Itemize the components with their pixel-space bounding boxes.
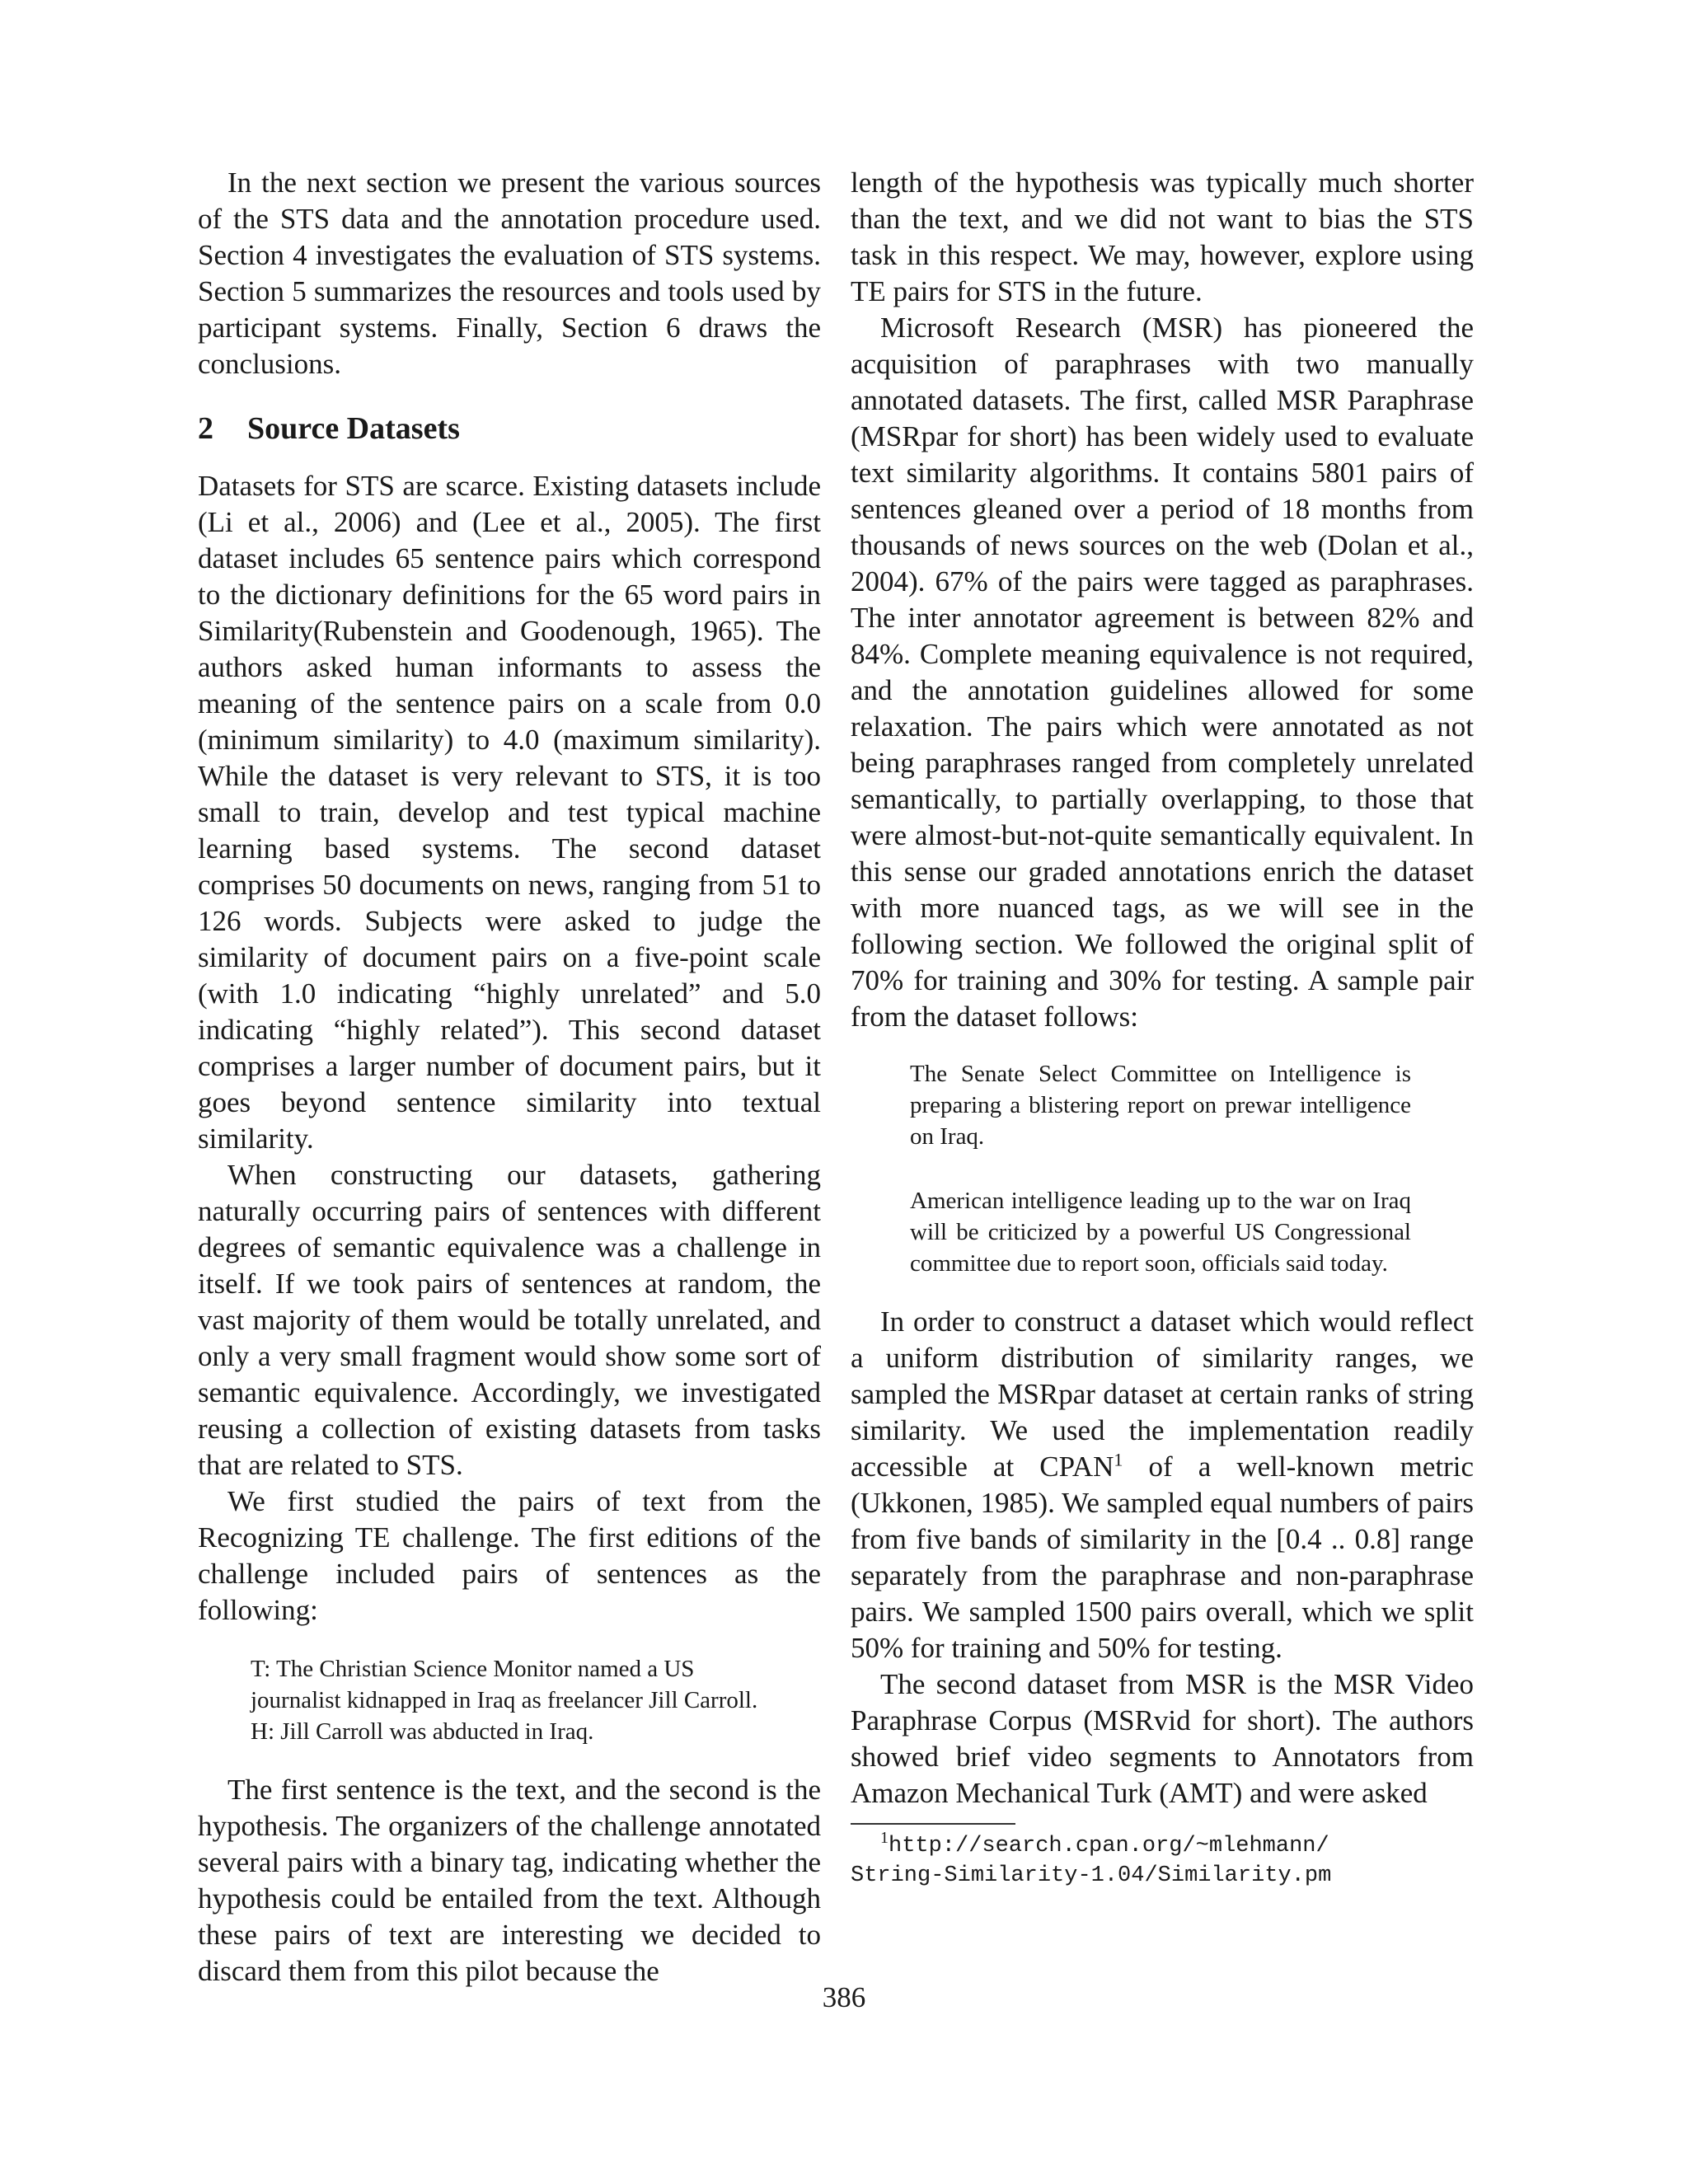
msr-example-2: American intelligence leading up to the war on Iraq will be criticized by a powerful US Congressional committee due to report soon, officials said today.	[910, 1188, 1411, 1277]
section-number: 2	[198, 411, 213, 446]
section-heading	[198, 410, 821, 447]
msr-example-1: The Senate Select Committee on Intelligence is preparing a blistering report on prewar intelligence on Iraq.	[910, 1061, 1411, 1150]
intro-paragraph: In the next section we present the various sources of the STS data and the annotation procedure used. Section 4 investigates the evaluation of STS systems. Section 5 summarizes the resources and tools used by participant systems. Finally, Section 6 draws the conclusions.	[198, 166, 821, 380]
left-column	[198, 165, 821, 1990]
footnote-url-line-1: http://search.cpan.org/~mlehmann/	[889, 1834, 1329, 1858]
te-example-hypothesis: H: Jill Carroll was abducted in Iraq.	[251, 1718, 594, 1745]
te-challenge-paragraph: We first studied the pairs of text from the Recognizing TE challenge. The first editions of the challenge included pairs of sentences as the following:	[198, 1485, 821, 1626]
page-number: 386	[822, 1981, 866, 2013]
te-example-text: T: The Christian Science Monitor named a US journalist kidnapped in Iraq as freelancer Jill Carroll.	[251, 1656, 758, 1713]
footnote-reference: 1	[1114, 1449, 1123, 1470]
constructing-paragraph: When constructing our datasets, gathering naturally occurring pairs of sentences with different degrees of semantic equivalence was a challenge in itself. If we took pairs of sentences at random, the vast majority of them would be totally unrelated, and only a very small fragment would show some sort of semantic equivalence. Accordingly, we investigated reusing a collection of existing datasets from tasks that are related to STS.	[198, 1159, 821, 1481]
right-column	[851, 165, 1474, 1891]
msrvid-paragraph: The second dataset from MSR is the MSR Video Paraphrase Corpus (MSRvid for short). The authors showed brief video segments to Annotators from Amazon Mechanical Turk (AMT) and were asked	[851, 1668, 1474, 1809]
footnote-url-line-2: String-Similarity-1.04/Similarity.pm	[851, 1863, 1332, 1888]
sampling-text-after: of a well-known metric (Ukkonen, 1985). We sampled equal numbers of pairs from five bands of similarity in the [0.4 .. 0.8] range separately from the paraphrase and non-paraphrase pairs. We sampled 1500 pairs overall, which we split 50% for training and 50% for testing.	[851, 1451, 1474, 1664]
footnote	[851, 1831, 1474, 1891]
hypothesis-paragraph: The first sentence is the text, and the second is the hypothesis. The organizers of the challenge annotated several pairs with a binary tag, indicating whether the hypothesis could be entailed from the text. Although these pairs of text are interesting we decided to discard them from this pilot because the	[198, 1774, 821, 1987]
sampling-text-before: In order to construct a dataset which would reflect a uniform distribution of similarity ranges, we sampled the MSRpar dataset at certain ranks of string similarity. We used the implementation readily accessible at CPAN	[851, 1305, 1474, 1483]
msr-paragraph: Microsoft Research (MSR) has pioneered the acquisition of paraphrases with two manually annotated datasets. The first, called MSR Paraphrase (MSRpar for short) has been widely used to evaluate text similarity algorithms. It contains 5801 pairs of sentences gleaned over a period of 18 months from thousands of news sources on the web (Dolan et al., 2004). 67% of the pairs were tagged as paraphrases. The inter annotator agreement is between 82% and 84%. Complete meaning equivalence is not required, and the annotation guidelines allowed for some relaxation. The pairs which were annotated as not being paraphrases ranged from completely unrelated semantically, to partially overlapping, to those that were almost-but-not-quite semantically equivalent. In this sense our graded annotations enrich the dataset with more nuanced tags, as we will see in the following section. We followed the original split of 70% for training and 30% for testing. A sample pair from the dataset follows:	[851, 312, 1474, 1033]
section-title: Source Datasets	[247, 411, 460, 446]
footnote-mark: 1	[880, 1829, 889, 1847]
datasets-paragraph: Datasets for STS are scarce. Existing datasets include (Li et al., 2006) and (Lee et al., 2005). The first dataset includes 65 sentence pairs which correspond to the dictionary definitions for the 65 word pairs in Similarity(Rubenstein and Goodenough, 1965). The authors asked human informants to assess the meaning of the sentence pairs on a scale from 0.0 (minimum similarity) to 4.0 (maximum similarity). While the dataset is very relevant to STS, it is too small to train, develop and test typical machine learning based systems. The second dataset comprises 50 documents on news, ranging from 51 to 126 words. Subjects were asked to judge the similarity of document pairs on a five-point scale (with 1.0 indicating “highly unrelated” and 5.0 indicating “highly related”). This second dataset comprises a larger number of document pairs, but it goes beyond sentence similarity into textual similarity.	[198, 470, 821, 1155]
footnote-divider	[851, 1823, 1015, 1825]
te-example-block	[251, 1653, 762, 1747]
sampling-paragraph	[851, 1304, 1474, 1666]
continuation-paragraph: length of the hypothesis was typically much shorter than the text, and we did not want to bias the STS task in this respect. We may, however, explore using TE pairs for STS in the future.	[851, 166, 1474, 307]
